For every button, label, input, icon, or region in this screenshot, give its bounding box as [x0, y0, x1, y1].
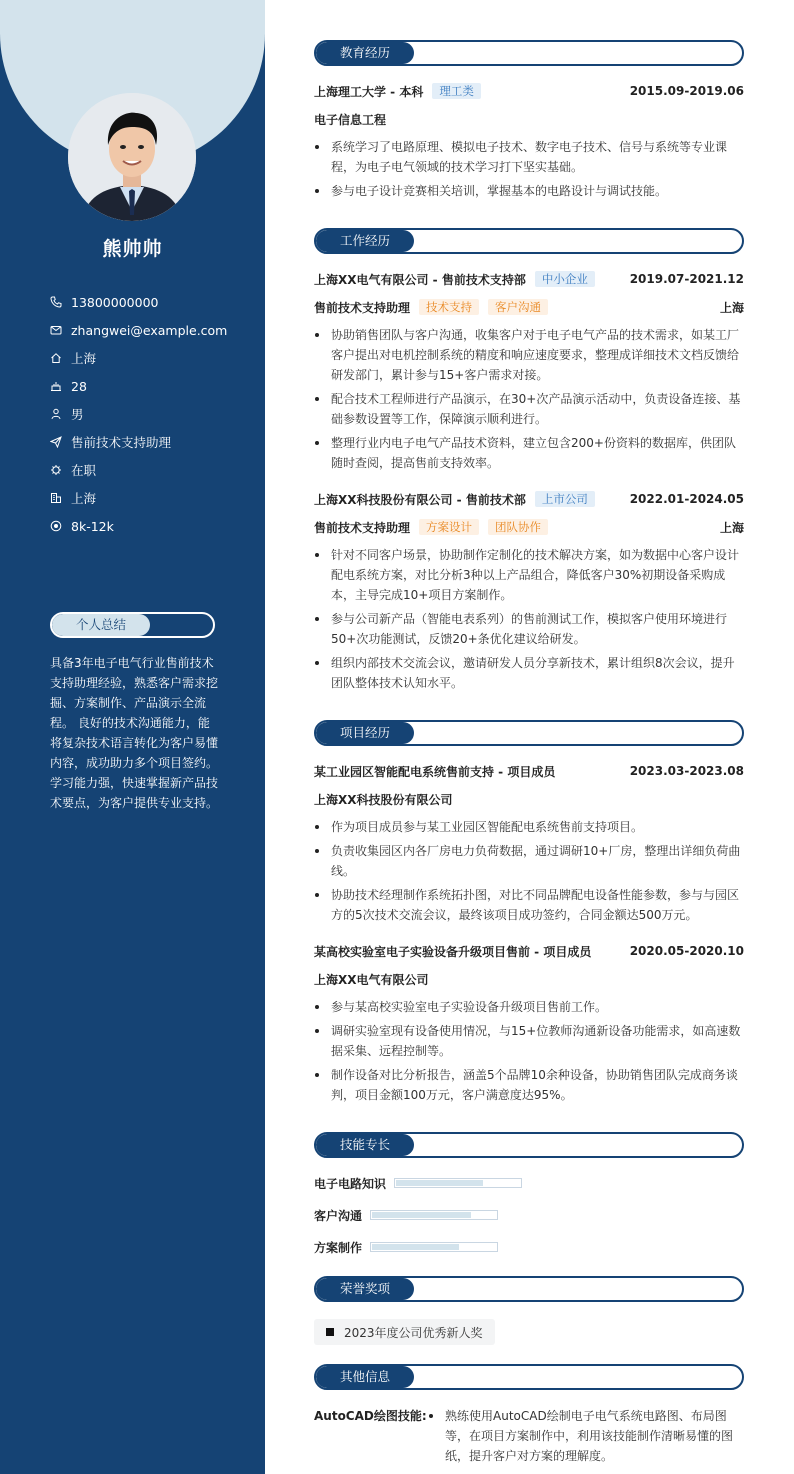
summary-text: 具备3年电子电气行业售前技术支持助理经验，熟悉客户需求挖掘、方案制作、产品演示全流程。 良好的技术沟通能力，能将复杂技术语言转化为客户易懂内容，成功助力多个项目签约。 学习能力强，快速掌握新产品技术要点，为客户提供专业支持。 [50, 656, 219, 810]
skill-name: 方案制作 [314, 1240, 363, 1255]
square-bullet-icon [326, 1328, 334, 1336]
info-phone [50, 288, 227, 316]
candidate-name: 熊帅帅 [102, 238, 163, 260]
info-text: 上海 [71, 351, 97, 366]
job-bullets [314, 325, 744, 477]
awards-section-header [314, 1276, 744, 1302]
skill-bar [394, 1178, 522, 1188]
list-item: 整理行业内电子电气产品技术资料，建立包含200+份资料的数据库，供团队随时查阅，提高售前支持效率。 [314, 433, 744, 473]
project-company-row [314, 969, 744, 989]
company-name: 上海XX科技股份有限公司 - 售前技术部 [314, 492, 526, 507]
education-date: 2015.09-2019.06 [629, 84, 744, 98]
project-company: 上海XX电气有限公司 [314, 972, 429, 987]
info-text: zhangwei@example.com [71, 322, 228, 338]
status-icon [50, 464, 62, 476]
job-position-row [314, 517, 744, 537]
info-age [50, 372, 227, 400]
company-tag: 中小企业 [535, 271, 595, 287]
job-location: 上海 [719, 520, 744, 535]
skill-row [314, 1205, 498, 1225]
skill-tag: 团队协作 [488, 519, 548, 535]
info-email [50, 316, 227, 344]
summary-title: 个人总结 [52, 614, 150, 636]
other-label: AutoCAD绘图技能: [314, 1409, 427, 1423]
other-section-header [314, 1364, 744, 1390]
list-item: 配合技术工程师进行产品演示，在30+次产品演示活动中，负责设备连接、基础参数设置等工作，保障演示顺利进行。 [314, 389, 744, 429]
summary-section-header [50, 612, 215, 638]
info-text: 8k-12k [71, 518, 114, 534]
skills-section-header [314, 1132, 744, 1158]
avatar [68, 93, 196, 221]
education-row [314, 81, 744, 101]
job-company-row [314, 489, 744, 509]
skill-name: 电子电路知识 [314, 1176, 387, 1191]
list-item: 作为项目成员参与某工业园区智能配电系统售前支持项目。 [314, 817, 744, 837]
skill-tag: 方案设计 [419, 519, 479, 535]
send-icon [50, 436, 62, 448]
list-item: 协助销售团队与客户沟通，收集客户对于电子电气产品的技术需求，如某工厂客户提出对电机控制系统的精度和响应速度要求，整理成详细技术文档反馈给研发部门，累计参与15+客户需求对接。 [314, 325, 744, 385]
section-title: 荣誉奖项 [316, 1278, 414, 1300]
phone-icon [50, 296, 62, 308]
work-section-header [314, 228, 744, 254]
award-item [314, 1319, 495, 1345]
projects-section-header [314, 720, 744, 746]
company-tag: 上市公司 [535, 491, 595, 507]
info-address [50, 344, 227, 372]
info-text: 在职 [71, 463, 97, 478]
project-title-row [314, 761, 744, 781]
company-name: 上海XX电气有限公司 - 售前技术支持部 [314, 272, 526, 287]
job-position-row [314, 297, 744, 317]
mail-icon [50, 324, 62, 336]
job-position: 售前技术支持助理 [314, 520, 411, 535]
school-name: 上海理工大学 - 本科 [314, 84, 424, 99]
project-company-row [314, 789, 744, 809]
skill-tag: 客户沟通 [488, 299, 548, 315]
section-title: 工作经历 [316, 230, 414, 252]
list-item: 组织内部技术交流会议，邀请研发人员分享新技术，累计组织8次会议，提升团队整体技术认知水平。 [314, 653, 744, 693]
info-city [50, 484, 227, 512]
job-date: 2019.07-2021.12 [629, 272, 744, 286]
home-icon [50, 352, 62, 364]
info-text: 13800000000 [71, 294, 159, 310]
section-title: 教育经历 [316, 42, 414, 64]
project-date: 2023.03-2023.08 [629, 764, 744, 778]
section-title: 其他信息 [316, 1366, 414, 1388]
info-status [50, 456, 227, 484]
other-text: 熟练使用AutoCAD绘制电子电气系统电路图、布局图等，在项目方案制作中，利用该技能制作清晰易懂的图纸，提升客户对方案的理解度。 [428, 1406, 744, 1466]
list-item: 负责收集园区内各厂房电力负荷数据，通过调研10+厂房，整理出详细负荷曲线。 [314, 841, 744, 881]
skill-bar-fill [372, 1244, 459, 1250]
job-date: 2022.01-2024.05 [629, 492, 744, 506]
education-bullets [314, 137, 744, 205]
skill-bar-fill [396, 1180, 483, 1186]
skill-bar [370, 1210, 498, 1220]
skill-tag: 技术支持 [419, 299, 479, 315]
project-name: 某高校实验室电子实验设备升级项目售前 - 项目成员 [314, 944, 592, 959]
skill-bar-fill [372, 1212, 471, 1218]
list-item: 参与电子设计竞赛相关培训，掌握基本的电路设计与调试技能。 [314, 181, 744, 201]
job-company-row [314, 269, 744, 289]
info-salary [50, 512, 227, 540]
skill-name: 客户沟通 [314, 1208, 363, 1223]
project-bullets [314, 817, 744, 929]
section-title: 技能专长 [316, 1134, 414, 1156]
info-text: 男 [71, 407, 84, 422]
education-section-header [314, 40, 744, 66]
info-text: 售前技术支持助理 [71, 435, 172, 450]
list-item: 参与公司新产品（智能电表系列）的售前测试工作，模拟客户使用环境进行50+次功能测试，反馈20+条优化建议给研发。 [314, 609, 744, 649]
school-tag: 理工类 [432, 83, 481, 99]
project-company: 上海XX科技股份有限公司 [314, 792, 453, 807]
job-position: 售前技术支持助理 [314, 300, 411, 315]
list-item: 调研实验室现有设备使用情况，与15+位教师沟通新设备功能需求，如高速数据采集、远程控制等。 [314, 1021, 744, 1061]
list-item: 针对不同客户场景，协助制作定制化的技术解决方案，如为数据中心客户设计配电系统方案，对比分析3种以上产品组合，降低客户30%初期设备采购成本，主导完成10+项目方案制作。 [314, 545, 744, 605]
salary-icon [50, 520, 62, 532]
award-text: 2023年度公司优秀新人奖 [344, 1325, 483, 1340]
age-icon [50, 380, 62, 392]
info-text: 28 [71, 378, 87, 394]
sidebar [0, 0, 265, 1474]
list-item: 系统学习了电路原理、模拟电子技术、数字电子技术、信号与系统等专业课程，为电子电气领域的技术学习打下坚实基础。 [314, 137, 744, 177]
contact-info-list [50, 288, 227, 540]
major-row [314, 109, 744, 129]
project-title-row [314, 941, 744, 961]
job-location: 上海 [719, 300, 744, 315]
project-date: 2020.05-2020.10 [629, 944, 744, 958]
section-title: 项目经历 [316, 722, 414, 744]
major: 电子信息工程 [314, 112, 387, 127]
project-bullets [314, 997, 744, 1109]
info-position [50, 428, 227, 456]
info-text: 上海 [71, 491, 97, 506]
info-gender [50, 400, 227, 428]
list-item: 协助技术经理制作系统拓扑图，对比不同品牌配电设备性能参数，参与与园区方的5次技术交流会议，最终该项目成功签约，合同金额达500万元。 [314, 885, 744, 925]
skill-row [314, 1173, 522, 1193]
city-icon [50, 492, 62, 504]
project-name: 某工业园区智能配电系统售前支持 - 项目成员 [314, 764, 556, 779]
list-item: 参与某高校实验室电子实验设备升级项目售前工作。 [314, 997, 744, 1017]
job-bullets [314, 545, 744, 697]
gender-icon [50, 408, 62, 420]
list-item: 制作设备对比分析报告，涵盖5个品牌10余种设备，协助销售团队完成商务谈判，项目金额100万元，客户满意度达95%。 [314, 1065, 744, 1105]
skill-bar [370, 1242, 498, 1252]
skill-row [314, 1237, 498, 1257]
